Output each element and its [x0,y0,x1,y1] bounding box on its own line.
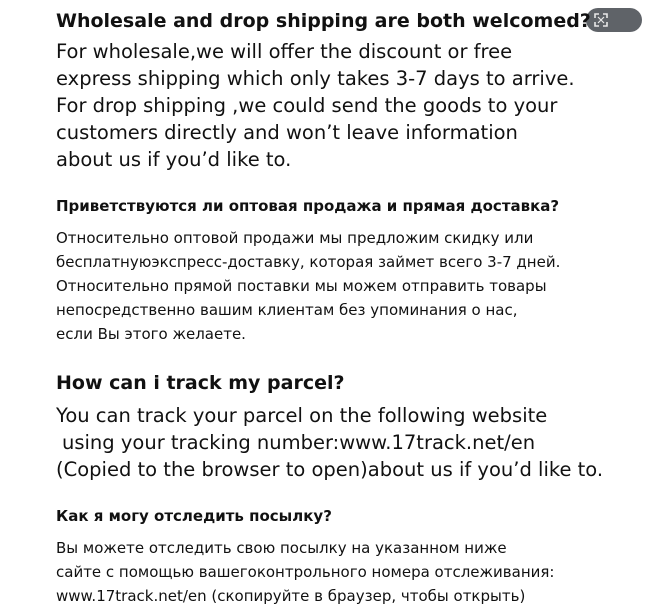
paragraph-line: For drop shipping ,we could send the goods to your [56,94,558,117]
paragraph-line: сайте с помощью вашегоконтрольного номера отслеживания: [56,563,555,581]
wholesale-paragraph-en [56,38,641,173]
wholesale-paragraph-ru [56,226,641,346]
paragraph-line: если Вы этого желаете. [56,325,246,343]
heading-text: How can i track my parcel? [56,372,345,394]
heading-text: Wholesale and drop shipping are both welcomed? [56,10,591,32]
paragraph-line: using your tracking number:www.17track.net/en [62,431,536,454]
paragraph-line: непосредственно вашим клиентам без упоминания о нас, [56,301,518,319]
paragraph-line: Вы можете отследить свою посылку на указанном ниже [56,539,507,557]
heading-text: Приветствуются ли оптовая продажа и прямая доставка? [56,197,560,215]
tracking-paragraph-en [56,402,641,483]
paragraph-line: You can track your parcel on the following website [56,404,548,427]
tracking-paragraph-ru [56,536,641,608]
wholesale-heading-en [56,9,641,33]
wholesale-heading-ru [56,196,641,216]
paragraph-line: бесплатнуюэкспресс-доставку, которая займет всего 3-7 дней. [56,253,561,271]
paragraph-line: express shipping which only takes 3-7 days to arrive. [56,67,575,90]
heading-text: Как я могу отследить посылку? [56,507,332,525]
paragraph-line: Относительно оптовой продажи мы предложим скидку или [56,229,534,247]
paragraph-line: about us if you’d like to. [56,148,292,171]
paragraph-line: For wholesale,we will offer the discount or free [56,40,513,63]
tracking-heading-ru [56,506,641,526]
tracking-heading-en [56,371,641,395]
paragraph-line: (Copied to the browser to open)about us if you’d like to. [56,458,604,481]
paragraph-line: Относительно прямой поставки мы можем отправить товары [56,277,547,295]
paragraph-line: www.17track.net/en (скопируйте в браузер, чтобы открыть) [56,587,526,605]
paragraph-line: customers directly and won’t leave information [56,121,518,144]
